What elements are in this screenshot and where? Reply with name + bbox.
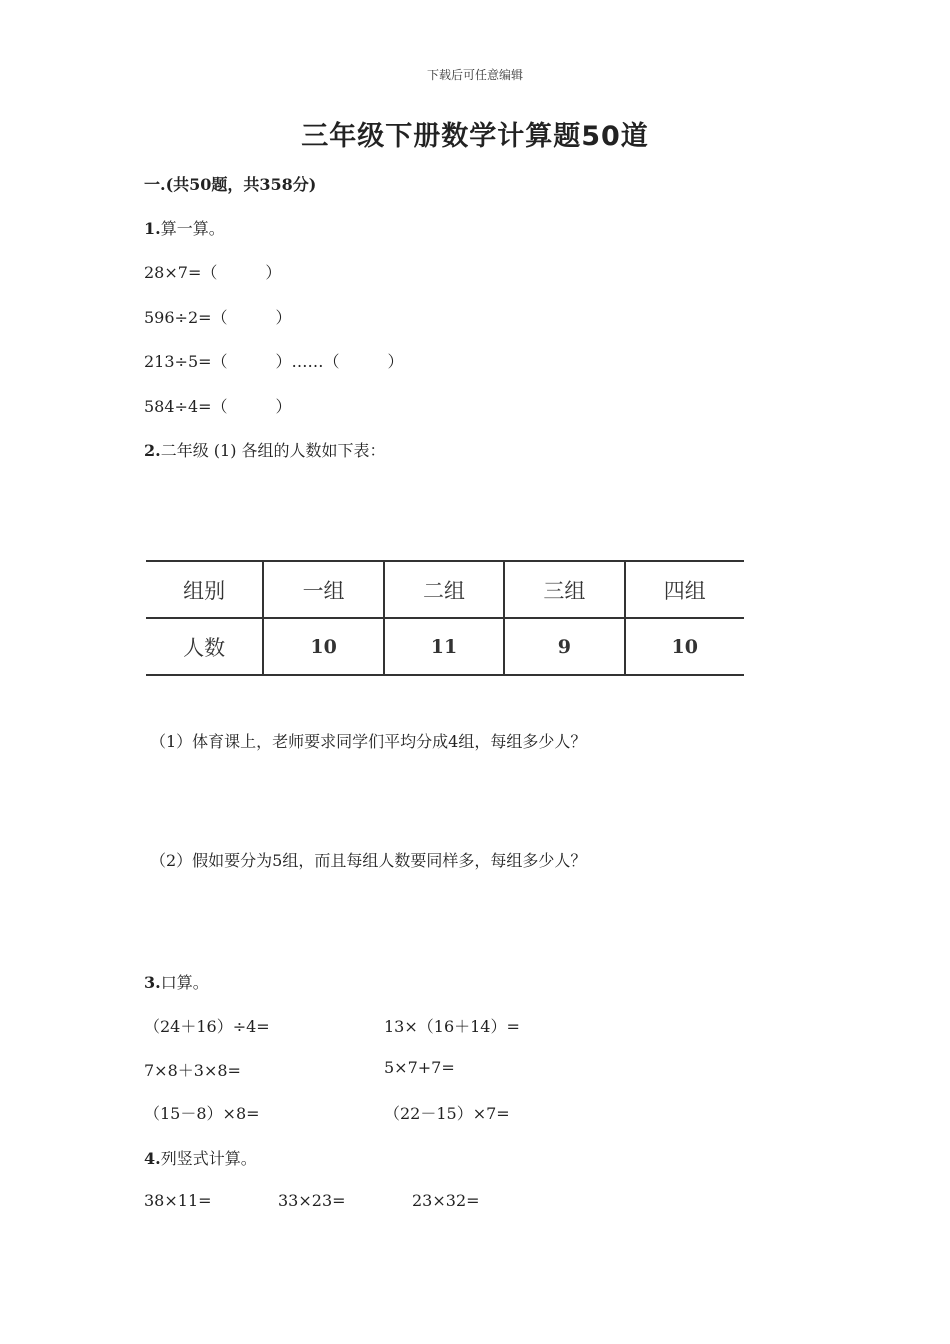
table-cell: 人数 bbox=[146, 618, 263, 675]
question-number: 4. bbox=[144, 1149, 161, 1168]
table-cell: 二组 bbox=[384, 561, 504, 618]
table-header-row bbox=[146, 561, 744, 618]
calc-line: 213÷5=（ ）……（ ） bbox=[144, 352, 404, 371]
group-count-table bbox=[146, 560, 744, 676]
question-text: 二年级 (1) 各组的人数如下表： bbox=[160, 441, 386, 460]
calc-line: 7×8＋3×8= bbox=[144, 1061, 241, 1080]
calc-line: 38×11= bbox=[144, 1191, 212, 1210]
table-cell: 四组 bbox=[625, 561, 744, 618]
header-note: 下载后可任意编辑 bbox=[426, 68, 523, 82]
question-2 bbox=[144, 438, 386, 461]
table-cell: 11 bbox=[384, 618, 504, 675]
sub-question-1: （1）体育课上，老师要求同学们平均分成4组，每组多少人？ bbox=[150, 732, 587, 751]
question-text: 列竖式计算。 bbox=[160, 1149, 257, 1168]
calc-line: （22－15）×7= bbox=[384, 1104, 510, 1123]
calc-line: 23×32= bbox=[412, 1191, 480, 1210]
table-cell: 9 bbox=[504, 618, 624, 675]
calc-line: 584÷4=（ ） bbox=[144, 397, 292, 416]
calc-line: 13×（16＋14）= bbox=[384, 1017, 520, 1036]
question-3 bbox=[144, 970, 209, 993]
question-1 bbox=[144, 216, 225, 239]
table-cell: 10 bbox=[263, 618, 383, 675]
table-cell: 组别 bbox=[146, 561, 263, 618]
table-row bbox=[146, 618, 744, 675]
table-cell: 一组 bbox=[263, 561, 383, 618]
question-number: 3. bbox=[144, 973, 161, 992]
question-number: 1. bbox=[144, 219, 161, 238]
sub-question-2: （2）假如要分为5组，而且每组人数要同样多，每组多少人？ bbox=[150, 851, 587, 870]
calc-line: 5×7+7= bbox=[384, 1058, 455, 1077]
table-cell: 10 bbox=[625, 618, 744, 675]
calc-line: （24＋16）÷4= bbox=[144, 1017, 270, 1036]
question-text: 口算。 bbox=[160, 973, 209, 992]
calc-line: 33×23= bbox=[278, 1191, 346, 1210]
section-heading: 一.(共50题，共358分) bbox=[144, 175, 317, 194]
question-number: 2. bbox=[144, 441, 161, 460]
page-title: 三年级下册数学计算题50道 bbox=[301, 121, 649, 152]
calc-line: 28×7=（ ） bbox=[144, 263, 282, 282]
question-4 bbox=[144, 1146, 257, 1169]
question-text: 算一算。 bbox=[160, 219, 225, 238]
calc-line: 596÷2=（ ） bbox=[144, 308, 292, 327]
calc-line: （15－8）×8= bbox=[144, 1104, 260, 1123]
table-cell: 三组 bbox=[504, 561, 624, 618]
